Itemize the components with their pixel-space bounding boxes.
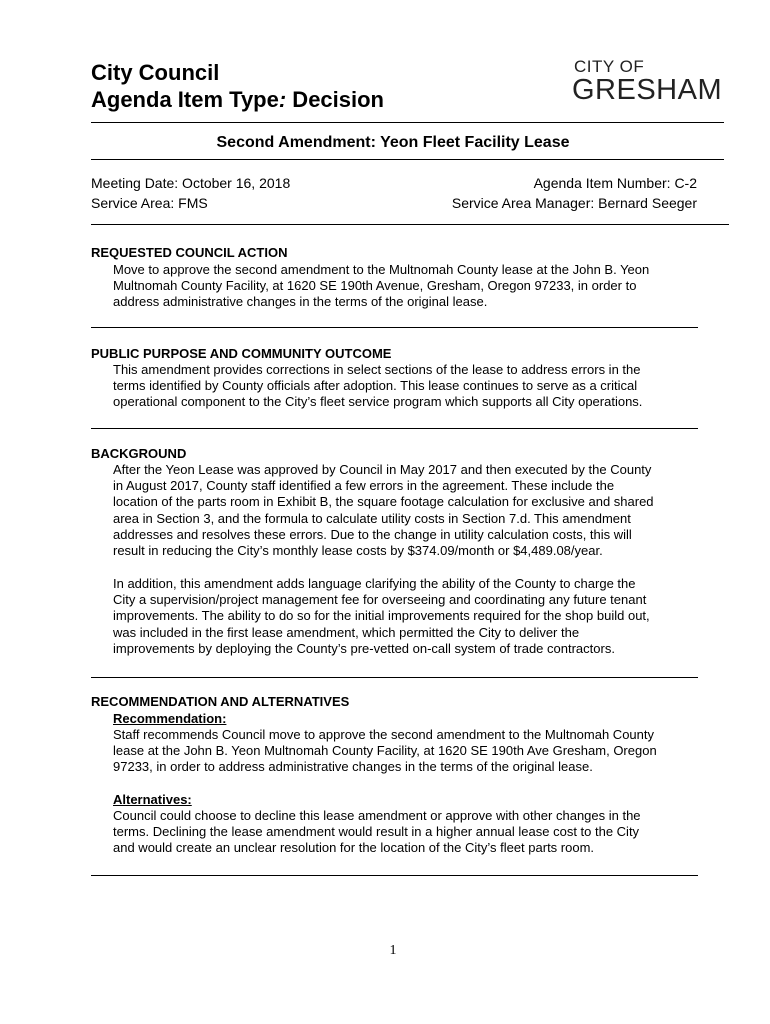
text-line: Move to approve the second amendment to the Multnomah County lease at the John B. Yeon bbox=[113, 262, 650, 277]
agenda-item-type bbox=[91, 86, 384, 114]
header-divider bbox=[91, 122, 724, 123]
subtitle-divider bbox=[91, 159, 724, 160]
background-paragraph-2 bbox=[113, 576, 703, 657]
text-line: address administrative changes in the terms of the original lease. bbox=[113, 294, 488, 310]
section-heading-requested-action: REQUESTED COUNCIL ACTION bbox=[91, 245, 288, 260]
meta-right bbox=[452, 173, 697, 213]
text-line: City a supervision/project management fee for overseeing and coordinating any future tenant bbox=[113, 592, 647, 608]
item-subtitle: Second Amendment: Yeon Fleet Facility Lease bbox=[216, 134, 570, 151]
recommendation-label: Recommendation: bbox=[113, 711, 227, 726]
text-line: improvements by deploying the County’s pre-vetted on-call system of trade contractors. bbox=[113, 640, 615, 656]
text-line: location of the parts room in Exhibit B, the square footage calculation for exclusive and shared bbox=[113, 494, 654, 510]
city-logo bbox=[572, 58, 722, 106]
service-area: Service Area: FMS bbox=[91, 195, 208, 211]
meta-divider bbox=[91, 224, 729, 225]
text-line: in August 2017, County staff identified a few errors in the agreement. These include the bbox=[113, 478, 615, 494]
section-heading-background: BACKGROUND bbox=[91, 446, 187, 461]
section-divider bbox=[91, 677, 698, 678]
recommendation-text bbox=[113, 727, 703, 776]
text-line: operational component to the City’s fleet service program which supports all City operations. bbox=[113, 394, 643, 410]
page-number: 1 bbox=[389, 943, 397, 958]
text-line: area in Section 3, and the formula to calculate utility costs in Section 7.d. This amendment bbox=[113, 510, 631, 526]
section-heading-recommendation: RECOMMENDATION AND ALTERNATIVES bbox=[91, 694, 350, 709]
text-line: terms identified by County officials after adoption. This lease continues to serve as a critical bbox=[113, 378, 638, 394]
logo-gresham: GRESHAM bbox=[572, 74, 723, 106]
agenda-item-type-colon: : bbox=[278, 87, 287, 112]
service-area-manager: Service Area Manager: Bernard Seeger bbox=[451, 195, 697, 211]
meeting-date: Meeting Date: October 16, 2018 bbox=[91, 175, 291, 191]
alternatives-label: Alternatives: bbox=[113, 792, 192, 807]
text-line: and would create an unclear resolution for the location of the City’s fleet parts room. bbox=[113, 840, 595, 856]
section-divider bbox=[91, 428, 698, 429]
text-line: After the Yeon Lease was approved by Council in May 2017 and then executed by the County bbox=[113, 462, 652, 477]
section-heading-public-purpose: PUBLIC PURPOSE AND COMMUNITY OUTCOME bbox=[91, 346, 392, 361]
text-line: Staff recommends Council move to approve the second amendment to the Multnomah County bbox=[113, 727, 654, 742]
logo-city-of: CITY OF bbox=[574, 57, 645, 76]
section-divider bbox=[91, 875, 698, 876]
text-line: This amendment provides corrections in select sections of the lease to address errors in the bbox=[113, 362, 641, 377]
background-paragraph-1 bbox=[113, 462, 703, 559]
text-line: was included in the first lease amendment, which permitted the City to deliver the bbox=[113, 624, 580, 640]
text-line: addresses and resolves these errors. Due to the change in utility calculation costs, this will bbox=[113, 526, 632, 542]
text-line: 97233, in order to address administrative changes in the terms of the original lease. bbox=[113, 759, 593, 775]
meta-left bbox=[91, 173, 290, 213]
text-line: terms. Declining the lease amendment would result in a higher annual lease cost to the City bbox=[113, 824, 640, 840]
agenda-item-number: Agenda Item Number: C-2 bbox=[533, 175, 697, 191]
public-purpose-text bbox=[113, 362, 703, 411]
text-line: lease at the John B. Yeon Multnomah County Facility, at 1620 SE 190th Ave Gresham, Oregon bbox=[113, 743, 657, 759]
requested-action-text bbox=[113, 262, 703, 311]
text-line: improvements. The ability to do so for the initial improvements required for the shop build out, bbox=[113, 608, 650, 624]
text-line: Council could choose to decline this lease amendment or approve with other changes in the bbox=[113, 808, 641, 823]
alternatives-text bbox=[113, 808, 703, 857]
section-divider bbox=[91, 327, 698, 328]
agenda-item-type-value: Decision bbox=[286, 87, 384, 112]
agenda-item-type-label: Agenda Item Type bbox=[91, 87, 279, 112]
text-line: In addition, this amendment adds language clarifying the ability of the County to charge the bbox=[113, 576, 636, 591]
text-line: Multnomah County Facility, at 1620 SE 190th Avenue, Gresham, Oregon 97233, in order to bbox=[113, 278, 637, 294]
text-line: result in reducing the City’s monthly lease costs by $374.09/month or $4,489.08/year. bbox=[113, 543, 603, 559]
document-title: City Council bbox=[91, 60, 220, 85]
